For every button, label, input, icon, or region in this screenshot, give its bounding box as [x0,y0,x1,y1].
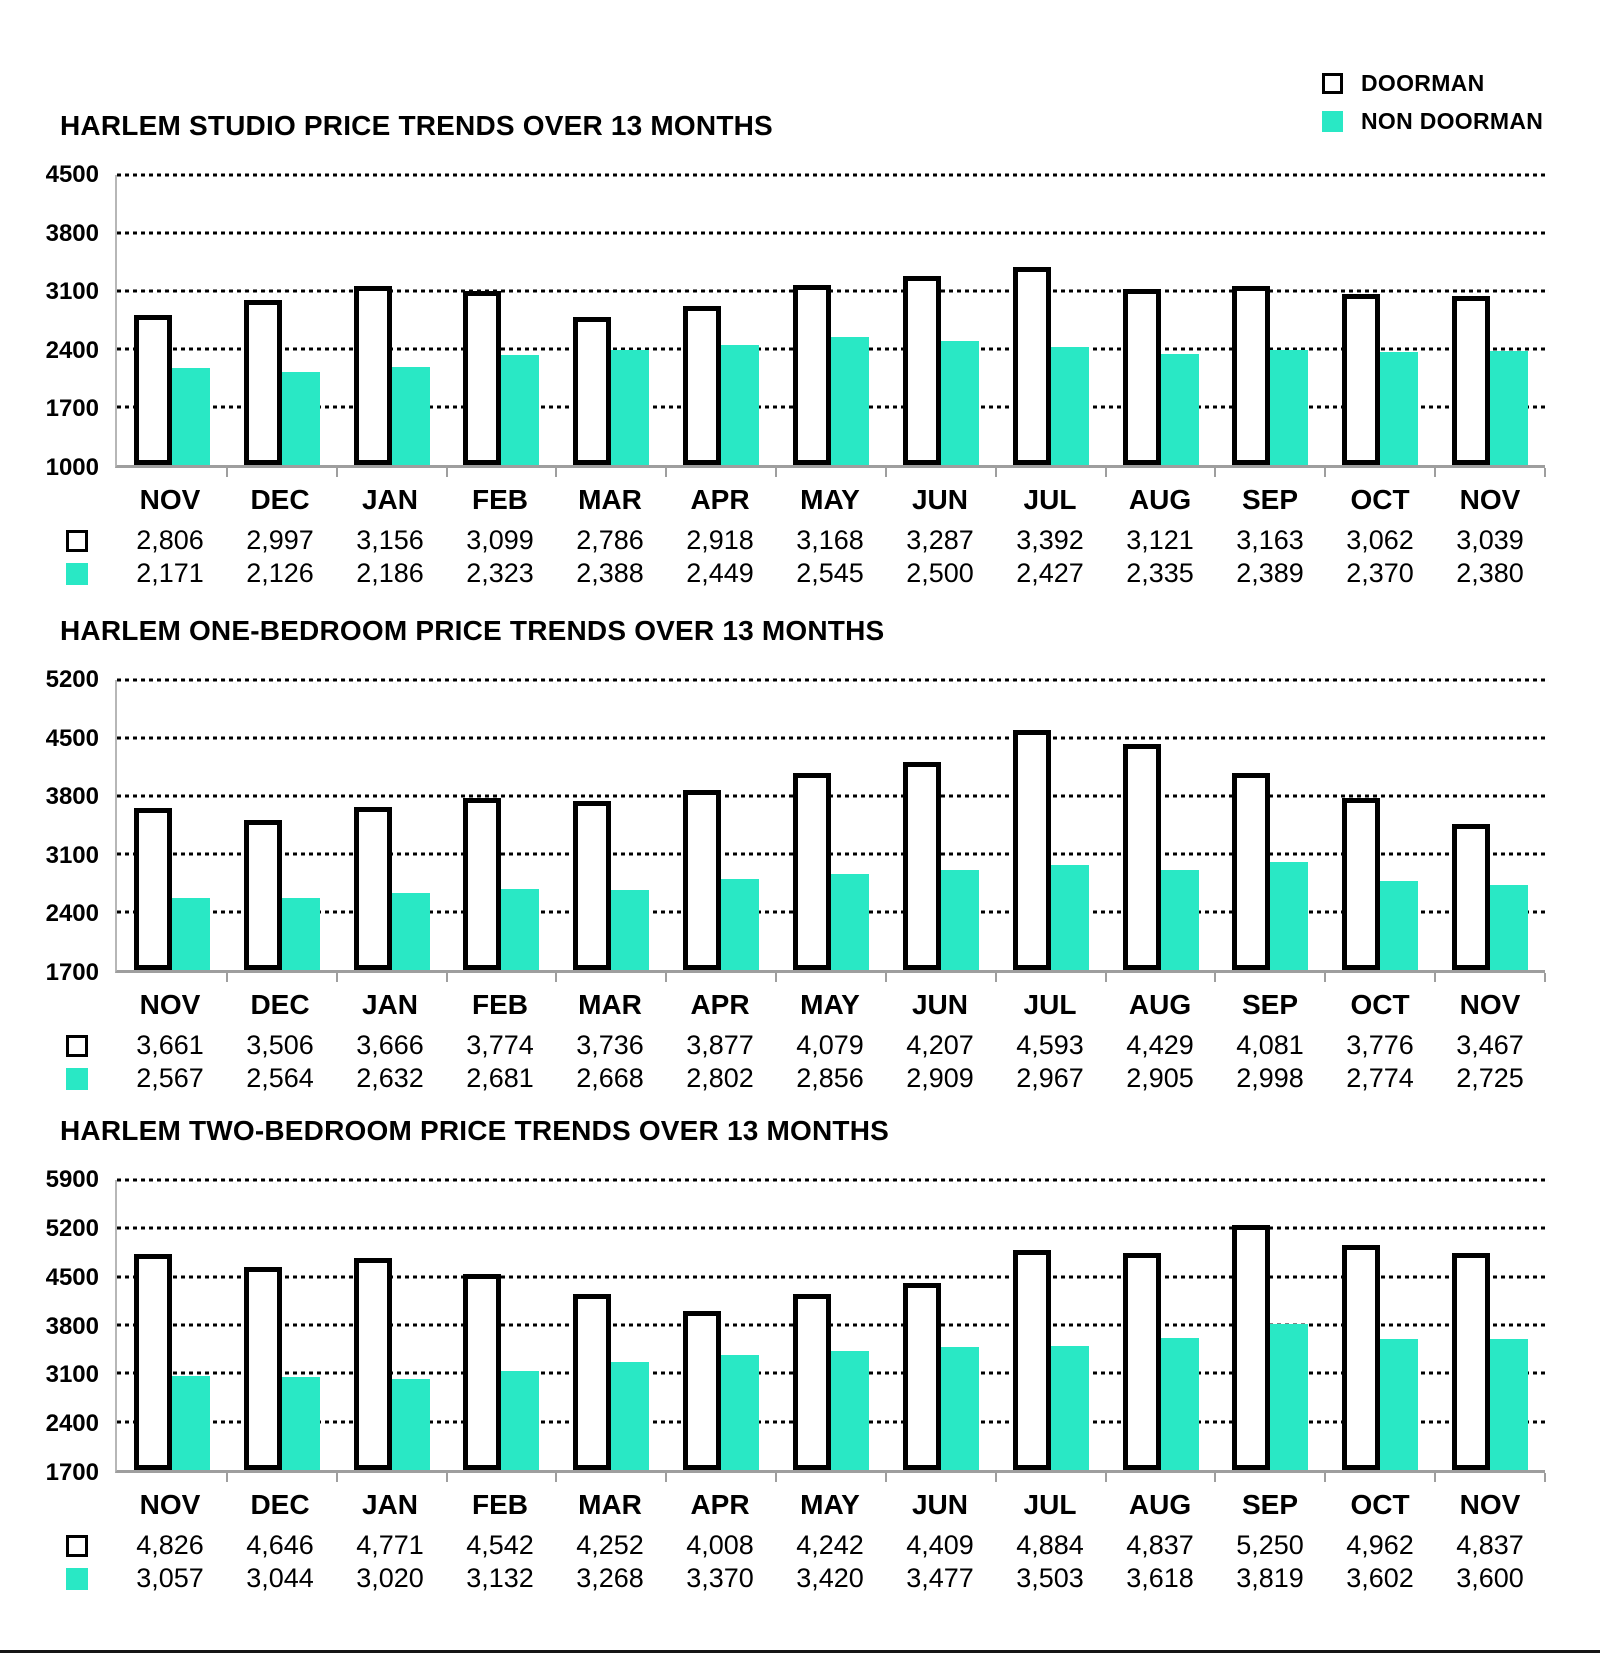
value-cell: 2,806 [136,525,204,555]
y-axis-tick-label: 2400 [45,900,99,928]
month-label: APR [690,484,750,515]
value-cell: 3,736 [576,1030,644,1060]
value-cell: 3,121 [1126,525,1194,555]
y-axis-tick-label: 1700 [45,395,99,423]
month-label: OCT [1350,1489,1410,1520]
non-doorman-bar [941,870,979,970]
doorman-bar [463,798,501,970]
non-doorman-swatch-icon [66,1068,88,1090]
bar-group-mar-4 [556,680,666,970]
y-axis-tick-label: 1700 [45,1459,99,1486]
bar-group-nov-0 [117,680,227,970]
value-cell: 2,918 [686,525,754,555]
doorman-bar [793,1294,831,1470]
value-cell: 4,079 [796,1030,864,1060]
non-doorman-bar [172,1376,210,1470]
non-doorman-bar [721,879,759,970]
y-axis-tick-label: 3100 [45,278,99,306]
y-axis [0,161,115,481]
non-doorman-value-row [0,1562,1600,1595]
gridline [117,1227,1545,1230]
value-cell: 2,786 [576,525,644,555]
value-cell: 3,020 [356,1563,424,1593]
value-cell: 2,449 [686,558,754,588]
value-cell: 4,081 [1236,1030,1304,1060]
non-doorman-bar [611,1362,649,1470]
doorman-bar [793,285,831,465]
month-label: SEP [1241,484,1299,515]
value-cell: 2,186 [356,558,424,588]
doorman-bar [1232,773,1270,970]
doorman-bar [573,1294,611,1470]
value-cell: 4,242 [796,1530,864,1560]
month-label: OCT [1350,989,1410,1020]
y-axis [0,666,115,986]
one-bedroom-chart-section [0,615,1600,1095]
value-cell: 4,429 [1126,1030,1194,1060]
legend-label-doorman: DOORMAN [1361,69,1485,96]
non-doorman-bar [1161,870,1199,970]
bar-group-apr-5 [666,680,776,970]
doorman-swatch-icon [66,530,88,552]
doorman-bar [1342,294,1380,465]
doorman-bar [903,276,941,465]
value-cell: 2,126 [246,558,314,588]
non-doorman-bar [501,1371,539,1470]
value-cell: 2,388 [576,558,644,588]
month-label: JUN [911,989,968,1020]
month-label: NOV [139,1489,201,1520]
month-label: JAN [361,1489,418,1520]
chart-body [0,1166,1600,1486]
doorman-bar [1452,824,1490,970]
data-table [0,1529,1600,1595]
bar-group-mar-4 [556,175,666,465]
non-doorman-bar [721,1355,759,1470]
y-axis [0,1166,115,1486]
non-doorman-swatch-icon [66,1568,88,1590]
value-cell: 4,771 [356,1530,424,1560]
chart-title: HARLEM TWO-BEDROOM PRICE TRENDS OVER 13 MONTHS [60,1115,890,1146]
value-cell: 3,774 [466,1030,534,1060]
month-label: MAY [800,484,860,515]
chart-title: HARLEM STUDIO PRICE TRENDS OVER 13 MONTHS [60,110,773,141]
data-table [0,524,1600,590]
two-bedroom-chart-section [0,1115,1600,1595]
doorman-bar [1123,744,1161,970]
doorman-bar [134,315,172,465]
month-label: AUG [1128,989,1192,1020]
non-doorman-values [115,1563,1545,1594]
y-axis-tick-label: 3100 [45,841,99,869]
month-label: JUL [1023,1489,1077,1520]
month-label: DEC [250,989,310,1020]
y-axis-tick-label: 4500 [45,724,99,752]
doorman-swatch-icon [1322,73,1343,94]
value-cell: 2,335 [1126,558,1194,588]
gridline [117,1324,1545,1327]
non-doorman-bar [1380,352,1418,466]
doorman-bar [903,1283,941,1470]
bar-groups [117,680,1545,970]
doorman-value-row [0,1529,1600,1562]
month-label: JAN [361,484,418,515]
value-cell: 2,998 [1236,1063,1304,1093]
value-cell: 2,725 [1456,1063,1524,1093]
non-doorman-bar [1490,1339,1528,1470]
y-axis-tick-label: 2400 [45,336,99,364]
doorman-bar [573,317,611,465]
doorman-bar [1013,730,1051,970]
bar-groups [117,175,1545,465]
non-doorman-bar [1051,347,1089,465]
doorman-bar [1452,1253,1490,1470]
y-axis-tick-label: 1000 [45,454,99,481]
non-doorman-bar [282,1377,320,1470]
value-cell: 3,168 [796,525,864,555]
non-doorman-bar [392,893,430,970]
y-axis-tick-label: 3800 [45,1312,99,1340]
non-doorman-bar [611,350,649,465]
bar-group-dec-1 [227,680,337,970]
value-cell: 2,967 [1016,1063,1084,1093]
bar-group-aug-9 [1106,175,1216,465]
doorman-values [115,525,1545,556]
value-cell: 4,252 [576,1530,644,1560]
non-doorman-bar [1490,885,1528,970]
non-doorman-bar [392,1379,430,1470]
plot-area [115,1180,1545,1473]
value-cell: 4,884 [1016,1530,1084,1560]
chart-body [0,161,1600,481]
doorman-bar [573,801,611,970]
value-cell: 3,600 [1456,1563,1524,1593]
month-label: OCT [1350,484,1410,515]
x-axis-labels [0,484,1600,516]
value-cell: 2,681 [466,1063,534,1093]
gridline [117,232,1545,235]
doorman-bar [1013,1250,1051,1470]
non-doorman-swatch-icon [66,563,88,585]
value-cell: 4,646 [246,1530,314,1560]
value-cell: 2,905 [1126,1063,1194,1093]
value-cell: 3,039 [1456,525,1524,555]
value-cell: 3,661 [136,1030,204,1060]
y-axis-tick-label: 3800 [45,219,99,247]
gridline [117,1179,1545,1182]
doorman-bar [134,808,172,970]
y-axis-tick-label: 4500 [45,161,99,188]
doorman-bar [903,762,941,970]
value-cell: 3,163 [1236,525,1304,555]
non-doorman-bar [172,898,210,970]
doorman-bar [683,1311,721,1470]
doorman-bar [1013,267,1051,465]
month-label: JUN [911,484,968,515]
value-cell: 3,506 [246,1030,314,1060]
month-label: APR [690,1489,750,1520]
bar-group-feb-3 [447,175,557,465]
y-axis-tick-label: 3800 [45,783,99,811]
month-label: NOV [139,484,201,515]
chart-body [0,666,1600,986]
bar-group-nov-12 [1435,175,1545,465]
value-cell: 4,207 [906,1030,974,1060]
doorman-bar [354,286,392,465]
value-cell: 3,132 [466,1563,534,1593]
y-axis-tick-label: 5200 [45,666,99,693]
value-cell: 4,837 [1126,1530,1194,1560]
bar-group-apr-5 [666,175,776,465]
doorman-bar [1232,286,1270,465]
doorman-bar [1232,1225,1270,1470]
y-axis-tick-label: 4500 [45,1263,99,1291]
value-cell: 2,370 [1346,558,1414,588]
value-cell: 3,618 [1126,1563,1194,1593]
month-label: MAR [578,989,642,1020]
value-cell: 2,171 [136,558,204,588]
doorman-bar [244,1267,282,1470]
value-cell: 3,503 [1016,1563,1084,1593]
value-cell: 3,666 [356,1030,424,1060]
non-doorman-bar [941,1347,979,1470]
gridline [117,1275,1545,1278]
y-axis-tick-label: 3100 [45,1361,99,1389]
non-doorman-bar [1270,350,1308,465]
doorman-values [115,1030,1545,1061]
month-label: JUL [1023,484,1077,515]
month-label: MAY [800,989,860,1020]
bar-group-sep-10 [1215,175,1325,465]
non-doorman-bar [282,372,320,465]
value-cell: 3,877 [686,1030,754,1060]
gridline [117,737,1545,740]
non-doorman-bar [721,345,759,465]
bar-group-may-6 [776,175,886,465]
doorman-bar [793,773,831,970]
month-label: APR [690,989,750,1020]
non-doorman-bar [1051,865,1089,970]
doorman-bar [134,1254,172,1470]
value-cell: 3,057 [136,1563,204,1593]
non-doorman-bar [501,355,539,465]
value-cell: 3,467 [1456,1030,1524,1060]
bar-group-sep-10 [1215,680,1325,970]
doorman-value-row [0,1029,1600,1062]
month-label: MAR [578,1489,642,1520]
value-cell: 3,287 [906,525,974,555]
value-cell: 3,819 [1236,1563,1304,1593]
value-cell: 2,545 [796,558,864,588]
month-label: MAR [578,484,642,515]
bar-group-jan-2 [337,680,447,970]
value-cell: 2,802 [686,1063,754,1093]
non-doorman-bar [1161,1338,1199,1470]
gridline [117,853,1545,856]
value-cell: 3,099 [466,525,534,555]
y-axis-tick-label: 2400 [45,1410,99,1438]
doorman-bar [1342,798,1380,970]
gridline [117,174,1545,177]
bar-group-jul-8 [996,175,1106,465]
month-label: NOV [1459,989,1521,1020]
doorman-bar [354,807,392,970]
month-label: AUG [1128,1489,1192,1520]
value-cell: 4,409 [906,1530,974,1560]
month-label: FEB [472,989,528,1020]
plot-area [115,680,1545,973]
non-doorman-bar [392,367,430,465]
value-cell: 2,909 [906,1063,974,1093]
studio-chart-section [0,107,1600,590]
non-doorman-value-row [0,557,1600,590]
gridline [117,679,1545,682]
bar-group-dec-1 [227,175,337,465]
value-cell: 4,837 [1456,1530,1524,1560]
bar-group-may-6 [776,680,886,970]
y-axis-tick-label: 5200 [45,1214,99,1242]
month-label: NOV [1459,1489,1521,1520]
non-doorman-bar [831,337,869,465]
value-cell: 2,564 [246,1063,314,1093]
bar-group-feb-3 [447,680,557,970]
month-label: FEB [472,484,528,515]
doorman-bar [244,820,282,970]
doorman-bar [1452,296,1490,465]
doorman-bar [354,1258,392,1470]
value-cell: 4,826 [136,1530,204,1560]
non-doorman-bar [1051,1346,1089,1470]
value-cell: 3,044 [246,1563,314,1593]
bar-group-oct-11 [1325,680,1435,970]
value-cell: 2,427 [1016,558,1084,588]
month-label: JAN [361,989,418,1020]
non-doorman-value-row [0,1062,1600,1095]
value-cell: 2,774 [1346,1063,1414,1093]
month-label: AUG [1128,484,1192,515]
non-doorman-bar [831,874,869,970]
value-cell: 3,477 [906,1563,974,1593]
non-doorman-bar [831,1351,869,1470]
bar-group-jul-8 [996,680,1106,970]
doorman-bar [463,291,501,465]
value-cell: 2,856 [796,1063,864,1093]
y-axis-tick-label: 1700 [45,959,99,986]
value-cell: 3,268 [576,1563,644,1593]
doorman-bar [1123,289,1161,465]
value-cell: 2,632 [356,1063,424,1093]
bar-group-nov-0 [117,175,227,465]
month-label: NOV [139,989,201,1020]
doorman-swatch-icon [66,1535,88,1557]
doorman-bar [1342,1245,1380,1470]
x-axis-labels [0,1489,1600,1521]
value-cell: 2,323 [466,558,534,588]
value-cell: 4,962 [1346,1530,1414,1560]
data-table [0,1029,1600,1095]
non-doorman-bar [1270,862,1308,970]
non-doorman-values [115,1063,1545,1094]
value-cell: 3,776 [1346,1030,1414,1060]
chart-title: HARLEM ONE-BEDROOM PRICE TRENDS OVER 13 MONTHS [60,615,885,646]
non-doorman-bar [941,341,979,465]
bar-group-oct-11 [1325,175,1435,465]
bar-group-jun-7 [886,680,996,970]
value-cell: 3,420 [796,1563,864,1593]
value-cell: 2,389 [1236,558,1304,588]
month-label: SEP [1241,1489,1299,1520]
month-label: DEC [250,484,310,515]
plot-area [115,175,1545,468]
bar-group-aug-9 [1106,680,1216,970]
x-axis-labels [0,989,1600,1021]
doorman-bar [1123,1253,1161,1470]
month-label: SEP [1241,989,1299,1020]
doorman-swatch-icon [66,1035,88,1057]
value-cell: 2,567 [136,1063,204,1093]
bar-group-jun-7 [886,175,996,465]
doorman-value-row [0,524,1600,557]
value-cell: 2,668 [576,1063,644,1093]
legend-label-non-doorman: NON DOORMAN [1361,107,1544,134]
legend-item-doorman [1322,70,1543,96]
bar-group-jan-2 [337,175,447,465]
non-doorman-bar [1380,881,1418,970]
value-cell: 5,250 [1236,1530,1304,1560]
y-axis-tick-label: 5900 [45,1166,99,1193]
value-cell: 2,997 [246,525,314,555]
non-doorman-values [115,558,1545,589]
doorman-bar [244,300,282,465]
value-cell: 2,380 [1456,558,1524,588]
value-cell: 4,008 [686,1530,754,1560]
month-label: JUL [1023,989,1077,1020]
non-doorman-bar [501,889,539,970]
value-cell: 2,500 [906,558,974,588]
gridline [117,795,1545,798]
doorman-bar [683,790,721,970]
non-doorman-bar [1270,1324,1308,1470]
value-cell: 3,370 [686,1563,754,1593]
month-label: FEB [472,1489,528,1520]
doorman-bar [683,306,721,465]
value-cell: 4,593 [1016,1030,1084,1060]
bar-group-nov-12 [1435,680,1545,970]
gridline [117,290,1545,293]
non-doorman-bar [1490,351,1528,465]
non-doorman-bar [172,368,210,465]
month-label: MAY [800,1489,860,1520]
value-cell: 4,542 [466,1530,534,1560]
doorman-bar [463,1274,501,1470]
month-label: JUN [911,1489,968,1520]
non-doorman-bar [1161,354,1199,465]
month-label: NOV [1459,484,1521,515]
value-cell: 3,062 [1346,525,1414,555]
month-label: DEC [250,1489,310,1520]
doorman-values [115,1530,1545,1561]
value-cell: 3,156 [356,525,424,555]
non-doorman-bar [611,890,649,970]
value-cell: 3,392 [1016,525,1084,555]
value-cell: 3,602 [1346,1563,1414,1593]
non-doorman-bar [1380,1339,1418,1470]
non-doorman-bar [282,898,320,970]
